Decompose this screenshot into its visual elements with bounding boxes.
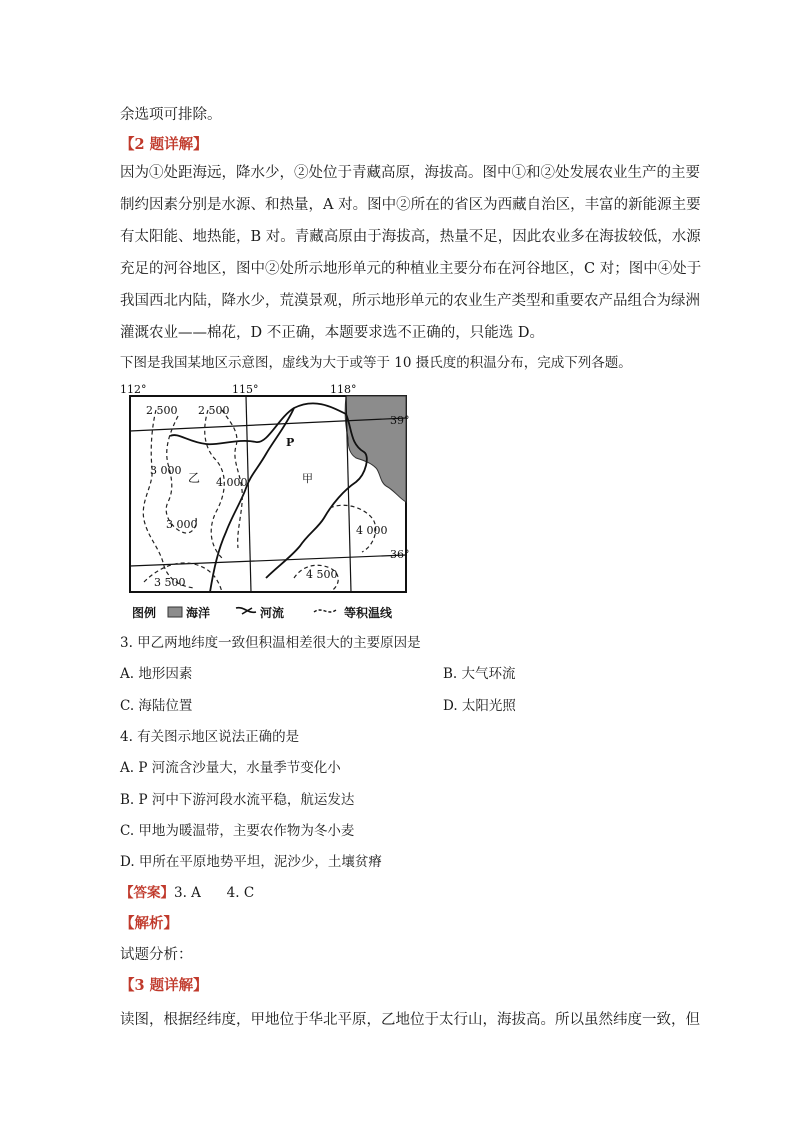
option-c: C. 海陆位置 [120, 698, 193, 714]
paragraph-line: 制约因素分别是水源、和热量，A 对。图中②所在的省区为西藏自治区，丰富的新能源主要 [120, 197, 701, 213]
lon-label: 112° [120, 383, 147, 396]
section-heading: 【2 题详解】 [120, 136, 208, 153]
place-label-p: P [286, 436, 295, 449]
question-intro: 下图是我国某地区示意图，虚线为大于或等于 10 摄氏度的积温分布，完成下列各题。 [120, 355, 632, 371]
question-stem: 4. 有关图示地区说法正确的是 [120, 729, 300, 745]
paragraph-line: 我国西北内陆，降水少，荒漠景观，所示地形单元的农业生产类型和重要农产品组合为绿洲 [120, 293, 700, 309]
legend-ocean-swatch [168, 607, 182, 617]
analysis-text: 试题分析： [120, 947, 193, 963]
place-label-yi: 乙 [188, 471, 201, 485]
isoline-label: 4 000 [356, 524, 388, 537]
paragraph-line: 充足的河谷地区，图中②处所示地形单元的种植业主要分布在河谷地区，C 对；图中④处于 [120, 261, 702, 277]
isoline-label: 3 000 [166, 518, 198, 531]
lon-label: 115° [232, 383, 259, 396]
option-a: A. P 河流含沙量大，水量季节变化小 [120, 760, 341, 776]
place-label-jia: 甲 [302, 472, 313, 485]
region-map [118, 382, 410, 622]
isoline-label: 2 500 [198, 404, 230, 417]
paragraph-line: 读图，根据经纬度，甲地位于华北平原，乙地位于太行山，海拔高。所以虽然纬度一致，但 [120, 1012, 700, 1028]
option-d: D. 太阳光照 [443, 698, 516, 714]
isoline-label: 3 500 [154, 576, 186, 589]
lat-label: 39° [390, 414, 410, 427]
paragraph-line: 灌溉农业——棉花，D 不正确，本题要求选不正确的，只能选 D。 [120, 325, 544, 341]
isoline-label: 2 500 [146, 404, 178, 417]
legend-isotherm-label: 等积温线 [344, 606, 393, 620]
legend-title: 图例 [132, 606, 157, 620]
answer-label: 【答案】 [120, 885, 174, 901]
option-b: B. 大气环流 [443, 666, 516, 682]
legend-river-label: 河流 [260, 606, 285, 620]
paragraph-line: 因为①处距海远，降水少，②处位于青藏高原，海拔高。图中①和②处发展农业生产的主要 [120, 165, 700, 181]
legend-isotherm-symbol [314, 610, 336, 612]
option-b: B. P 河中下游河段水流平稳，航运发达 [120, 792, 355, 808]
paragraph-line: 有太阳能、地热能，B 对。青藏高原由于海拔高，热量不足，因此农业多在海拔较低，水源 [120, 229, 701, 245]
ocean-area [345, 396, 406, 502]
river-p [170, 403, 346, 444]
text-line: 余选项可排除。 [120, 107, 222, 123]
legend-ocean-label: 海洋 [186, 606, 211, 620]
isoline-label: 4 500 [306, 568, 338, 581]
lon-label: 118° [330, 383, 357, 396]
question-stem: 3. 甲乙两地纬度一致但积温相差很大的主要原因是 [120, 635, 421, 651]
option-c: C. 甲地为暖温带，主要农作物为冬小麦 [120, 823, 355, 839]
legend-river-symbol [236, 608, 256, 614]
analysis-label: 【解析】 [120, 915, 178, 932]
section-heading: 【3 题详解】 [120, 977, 208, 994]
lat-label: 36° [390, 548, 410, 561]
answer-text: 3. A 4. C [174, 885, 255, 901]
isoline-label: 3 000 [150, 464, 182, 477]
option-d: D. 甲所在平原地势平坦，泥沙少，土壤贫瘠 [120, 854, 382, 870]
parallel-36 [130, 555, 406, 566]
isoline-label: 4 000 [216, 476, 248, 489]
isotherm-3000-west [143, 410, 194, 588]
answer-line [120, 883, 254, 903]
option-a: A. 地形因素 [120, 666, 193, 682]
